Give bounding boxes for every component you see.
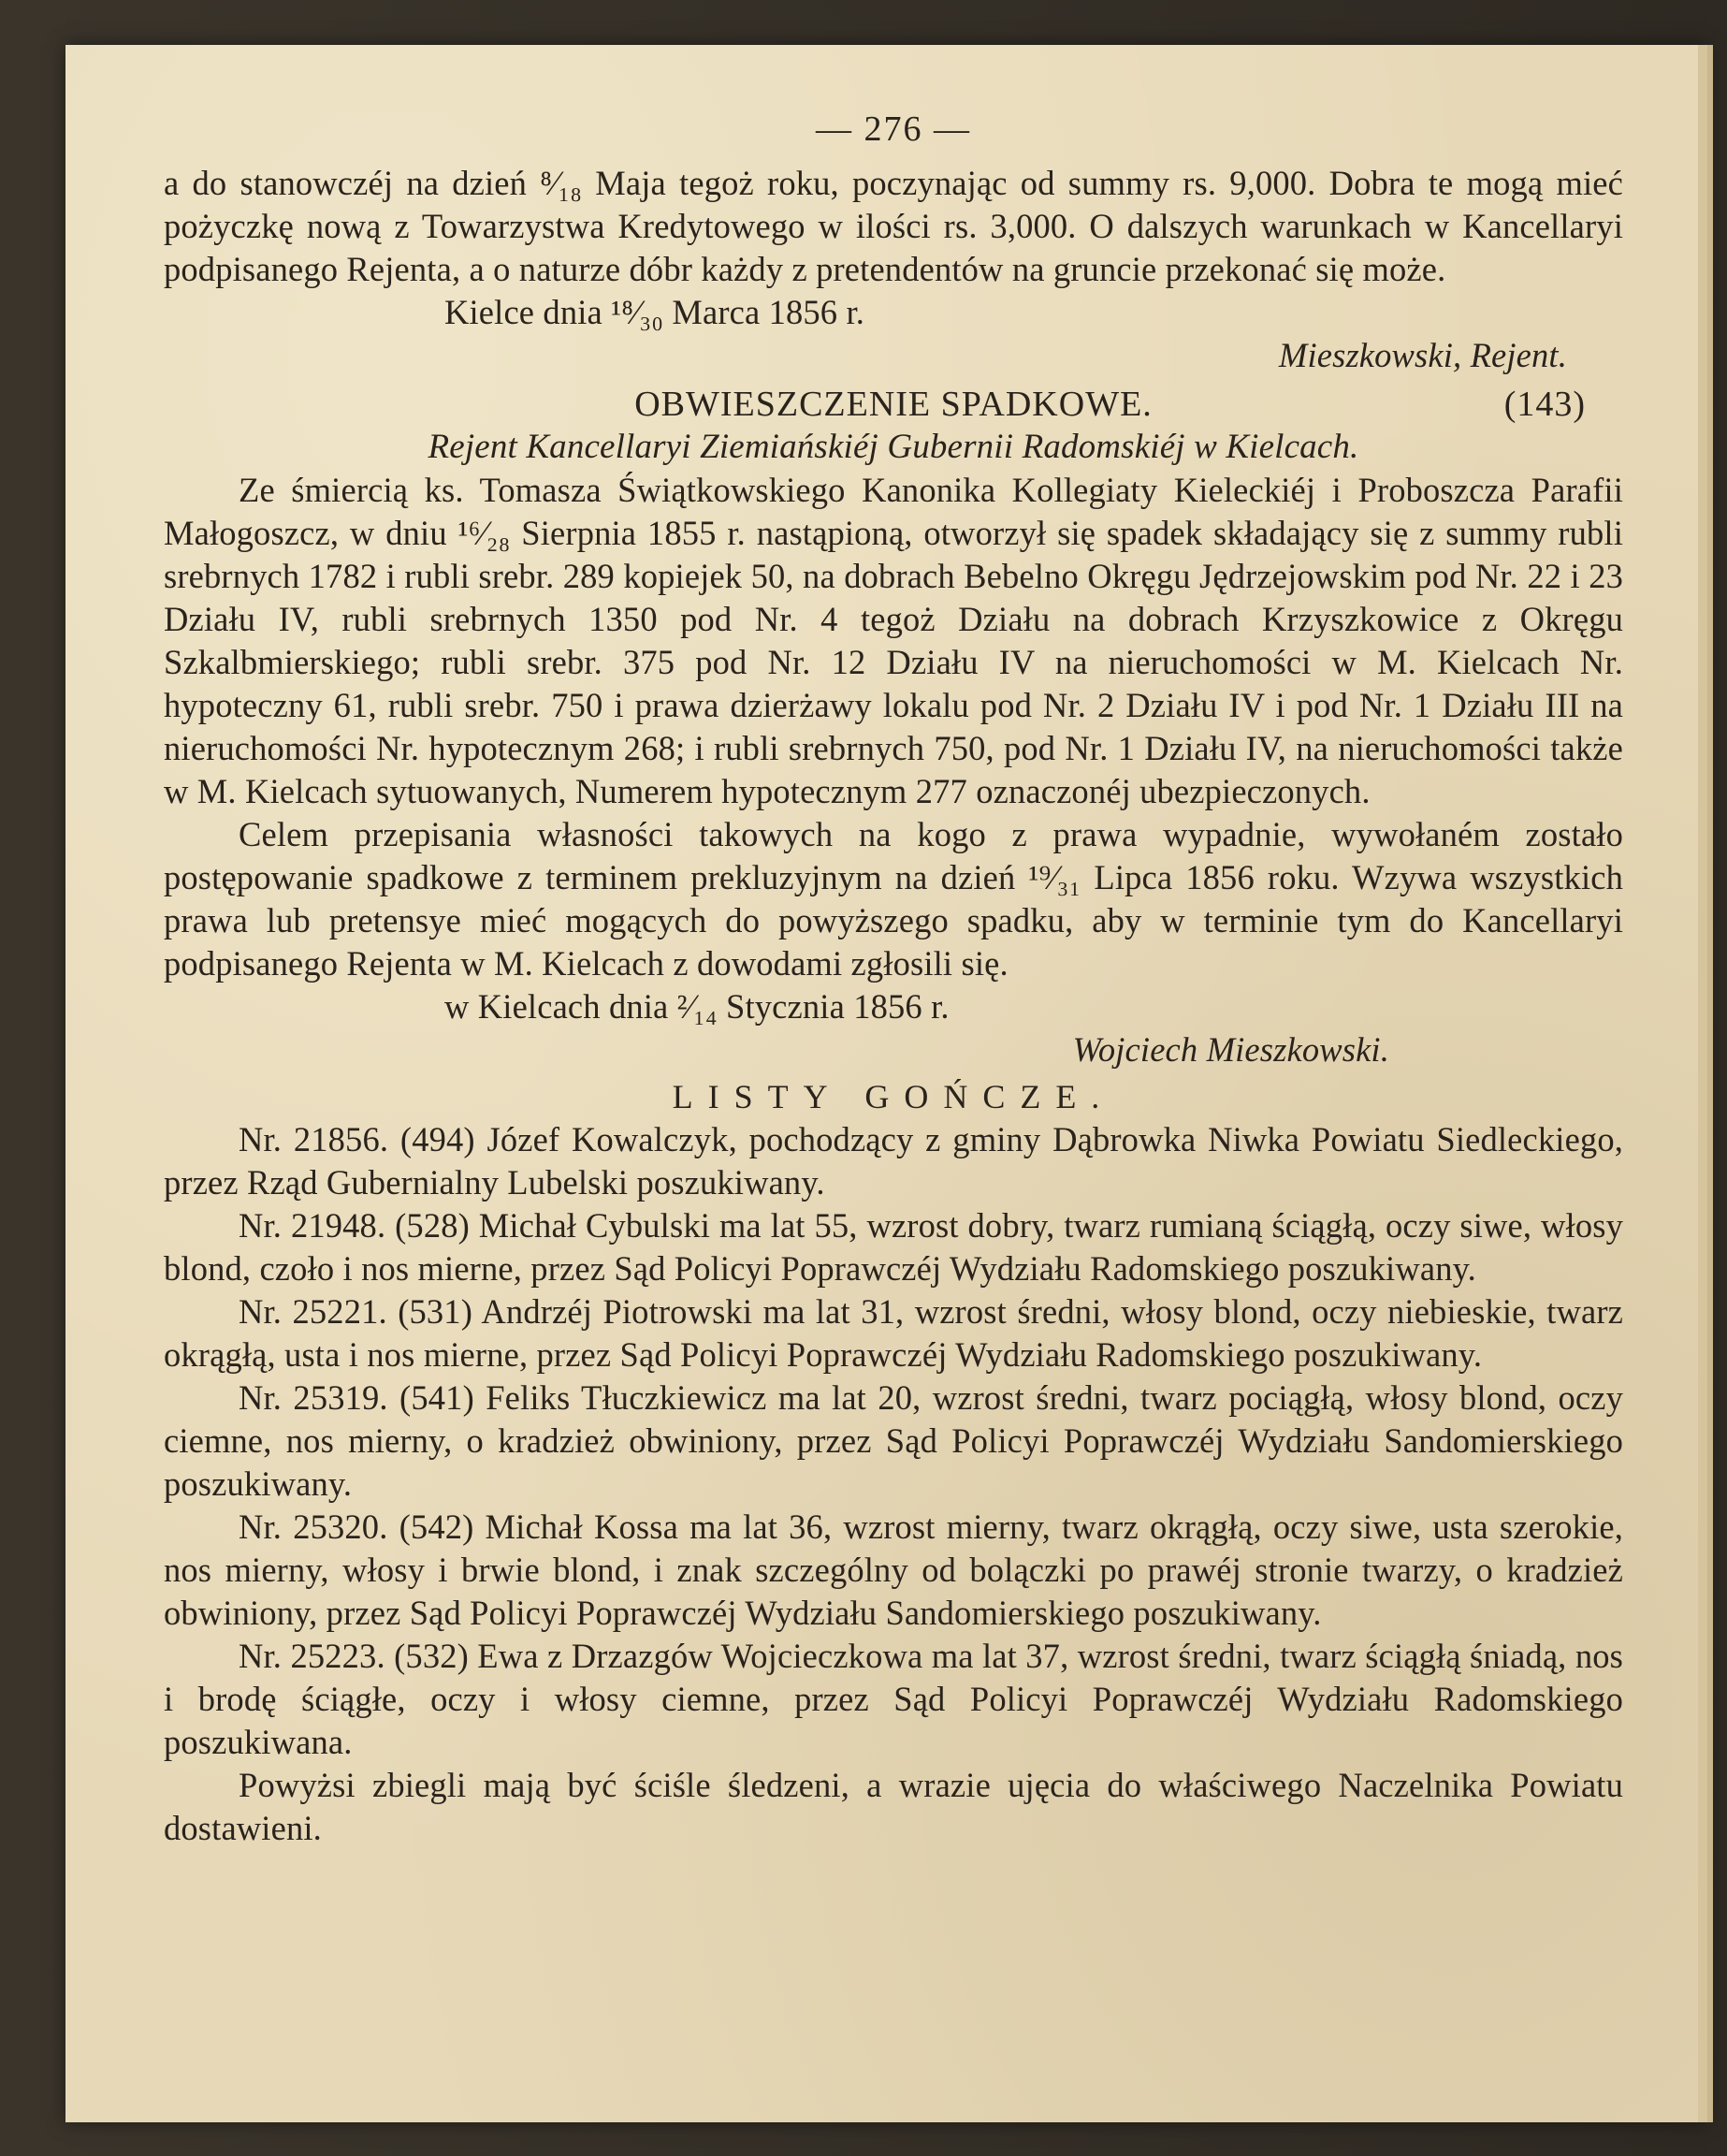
listy-entry: Nr. 21856. (494) Józef Kowalczyk, pochodzący z gminy Dąbrowka Niwka Powiatu Siedleckiego, przez Rząd Gubernialny Lubelski poszukiwany. [164, 1120, 1623, 1202]
listy-entry: Nr. 21948. (528) Michał Cybulski ma lat 55, wzrost dobry, twarz rumianą ściągłą, oczy siwe, włosy blond, czoło i nos mierne, przez Sąd Policyi Poprawczéj Wydziału Radomskiego poszukiwany. [164, 1206, 1623, 1288]
notice1-tail: a do stanowczéj na dzień ⁸⁄₁₈ Maja tegoż roku, poczynając od summy rs. 9,000. Dobra te mogą mieć pożyczkę nową z Towarzystwa Kredytowego w ilości rs. 3,000. O dalszych warunkach w Kancellaryi podpisanego Rejenta, a o naturze dóbr każdy z pretendentów na gruncie przekonać się może. [164, 164, 1623, 288]
listy-closing: Powyżsi zbiegli mają być ściśle śledzeni, a wrazie ujęcia do właściwego Naczelnika Powiatu dostawieni. [164, 1766, 1623, 1847]
notice2-subtitle: Rejent Kancellaryi Ziemiańskiéj Gubernii Radomskiéj w Kielcach. [428, 428, 1359, 466]
notice2-place-date: w Kielcach dnia ²⁄₁₄ Stycznia 1856 r. [444, 987, 950, 1026]
notice2-title: OBWIESZCZENIE SPADKOWE. [634, 385, 1153, 424]
listy-title: LISTY GOŃCZE. [672, 1078, 1115, 1115]
notice2-paragraph-1: Ze śmiercią ks. Tomasza Świątkowskiego Kanonika Kollegiaty Kieleckiéj i Proboszcza Parafii Małogoszcz, w dniu ¹⁶⁄₂₈ Sierpnia 1855 r. nastąpioną, otworzył się spadek składający się z summy rubli srebrnych 1782 i rubli srebr. 289 kopiejek 50, na dobrach Bebelno Okręgu Jędrzejowskim pod Nr. 22 i 23 Działu IV, rubli srebrnych 1350 pod Nr. 4 tegoż Działu na dobrach Krzyszkowice z Okręgu Szkalbmierskiego; rubli srebr. 375 pod Nr. 12 Działu IV na nieruchomości w M. Kielcach Nr. hypoteczny 61, rubli srebr. 750 i prawa dzierżawy lokalu pod Nr. 2 Działu IV i pod Nr. 1 Działu III na nieruchomości Nr. hypotecznym 268; i rubli srebrnych 750, pod Nr. 1 Działu IV, na nieruchomości także w M. Kielcach sytuowanych, Numerem hypotecznym 277 oznaczonéj ubezpieczonych. [164, 471, 1623, 810]
page-number: — 276 — [816, 109, 971, 149]
notice2-heading [164, 383, 1623, 426]
notice1-place-date: Kielce dnia ¹⁸⁄₃₀ Marca 1856 r. [444, 293, 865, 331]
notice2-number: (143) [1503, 385, 1586, 424]
notice2-paragraph-2: Celem przepisania własności takowych na kogo z prawa wypadnie, wywołaném zostało postępowanie spadkowe z terminem prekluzyjnym na dzień ¹⁹⁄₃₁ Lipca 1856 roku. Wzywa wszystkich prawa lub pretensye mieć mogących do powyższego spadku, aby w terminie tym do Kancellaryi podpisanego Rejenta w M. Kielcach z dowodami zgłosili się. [164, 815, 1623, 983]
page-text [164, 108, 1623, 1850]
notice1-signature: Mieszkowski, Rejent. [1278, 336, 1567, 374]
listy-entry: Nr. 25221. (531) Andrzéj Piotrowski ma lat 31, wzrost średni, włosy blond, oczy niebieskie, twarz okrągłą, usta i nos mierne, przez Sąd Policyi Poprawczéj Wydziału Radomskiego poszukiwany. [164, 1292, 1623, 1374]
listy-entry: Nr. 25319. (541) Feliks Tłuczkiewicz ma lat 20, wzrost średni, twarz pociągłą, włosy blond, oczy ciemne, nos mierny, o kradzież obwiniony, przez Sąd Policyi Poprawczéj Wydziału Sandomierskiego poszukiwany. [164, 1378, 1623, 1503]
notice2-signature: Wojciech Mieszkowski. [1072, 1030, 1389, 1069]
listy-entry: Nr. 25223. (532) Ewa z Drzazgów Wojcieczkowa ma lat 37, wzrost średni, twarz ściągłą śniadą, nos i brodę ściągłe, oczy i włosy ciemne, przez Sąd Policyi Poprawczéj Wydziału Radomskiego poszukiwana. [164, 1637, 1623, 1761]
listy-entry: Nr. 25320. (542) Michał Kossa ma lat 36, wzrost mierny, twarz okrągłą, oczy siwe, usta szerokie, nos mierny, włosy i brwie blond, i znak szczególny od bolączki po prawéj stronie twarzy, o kradzież obwiniony, przez Sąd Policyi Poprawczéj Wydziału Sandomierskiego poszukiwany. [164, 1508, 1623, 1632]
